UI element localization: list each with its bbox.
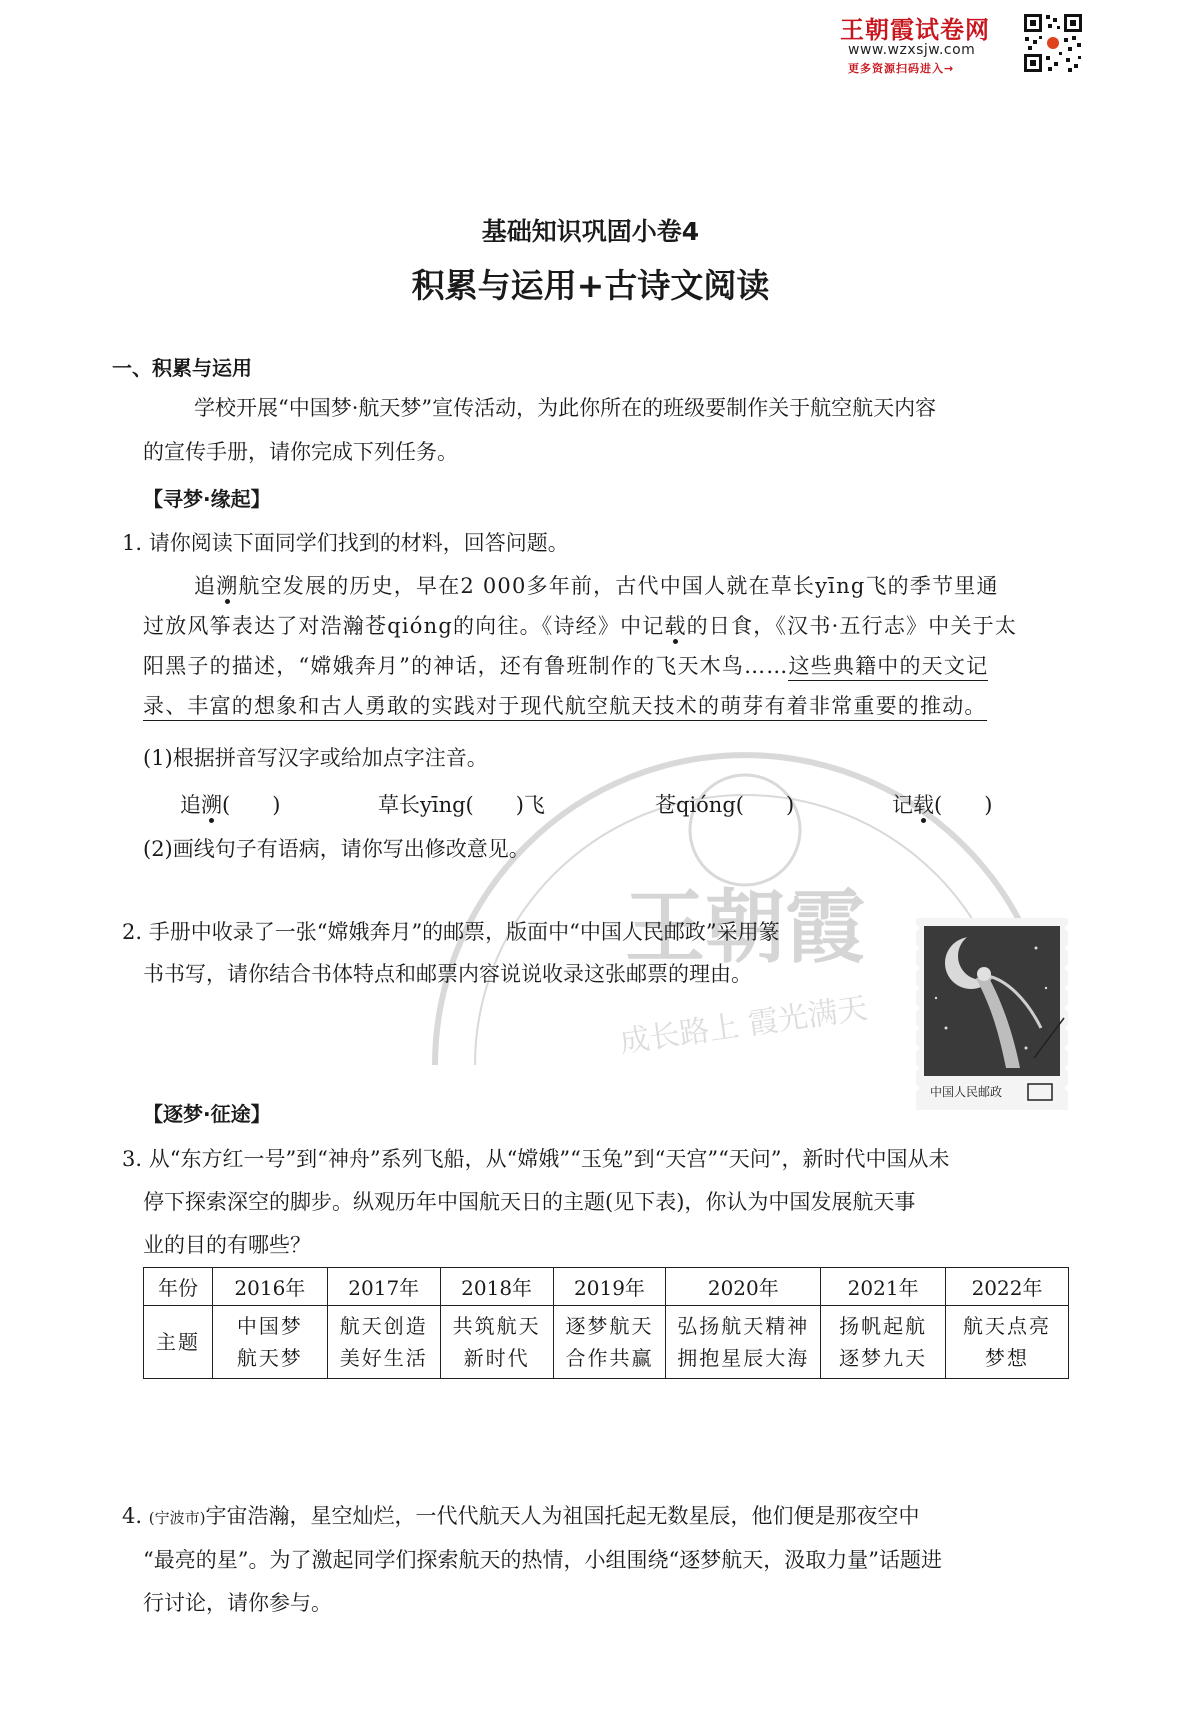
document-title: 基础知识巩固小卷4 (481, 217, 700, 246)
qr-code-icon (1022, 12, 1084, 74)
question-1-sub-1: (1)根据拼音写汉字或给加点字注音。 (143, 746, 488, 770)
site-logo-url: www.wzxsjw.com (848, 42, 976, 58)
table-row-year (144, 1268, 1069, 1306)
change-moon-stamp-image (916, 918, 1068, 1110)
table-cell-theme: 航天点亮 梦想 (946, 1306, 1069, 1379)
blank-qiong[interactable]: 苍qióng( ) (655, 793, 795, 817)
question-2-line-1: 2. 手册中收录了一张“嫦娥奔月”的邮票，版面中“中国人民邮政”采用篆 (122, 920, 780, 944)
table-cell-theme: 弘扬航天精神 拥抱星辰大海 (666, 1306, 821, 1379)
question-1-stem: 1. 请你阅读下面同学们找到的材料，回答问题。 (122, 531, 569, 555)
blank-jizai[interactable]: 记载( ) (892, 793, 993, 817)
document-subtitle: 积累与运用+古诗文阅读 (411, 266, 770, 305)
question-4-line-2: “最亮的星”。为了激起同学们探索航天的热情，小组围绕“逐梦航天，汲取力量”话题进 (143, 1548, 942, 1572)
material-line-4 (143, 686, 987, 726)
table-cell-year: 2018年 (440, 1268, 553, 1306)
stamp-caption: 中国人民邮政 (930, 1085, 1003, 1099)
question-3-line-3: 业的目的有哪些？ (143, 1233, 311, 1257)
question-1-sub-2: (2)画线句子有语病，请你写出修改意见。 (143, 837, 530, 861)
dotted-char: 载 (664, 614, 687, 638)
part-heading-zhumeng: 【逐梦·征途】 (143, 1102, 271, 1126)
dotted-char: 载 (913, 793, 934, 817)
table-cell-year: 2021年 (821, 1268, 946, 1306)
table-cell-theme: 扬帆起航 逐梦九天 (821, 1306, 946, 1379)
question-4-line-3: 行讨论，请你参与。 (143, 1591, 332, 1615)
space-day-theme-table (143, 1267, 1069, 1379)
table-cell-year: 2020年 (666, 1268, 821, 1306)
region-tag: (宁波市) (148, 1509, 206, 1527)
table-cell-theme: 逐梦航天 合作共赢 (553, 1306, 666, 1379)
table-row-theme (144, 1306, 1069, 1379)
table-cell-theme: 共筑航天 新时代 (440, 1306, 553, 1379)
material-line-2: 过放风筝表达了对浩瀚苍qióng的向往。《诗经》中记载的日食，《汉书·五行志》中关于太 (143, 614, 1018, 638)
table-header-theme: 主题 (144, 1306, 213, 1379)
table-header-year: 年份 (144, 1268, 213, 1306)
table-cell-theme: 航天创造 美好生活 (327, 1306, 440, 1379)
table-cell-year: 2016年 (212, 1268, 327, 1306)
table-cell-year: 2019年 (553, 1268, 666, 1306)
blank-zhuisu[interactable]: 追溯( ) (180, 793, 281, 817)
intro-line-2: 的宣传手册，请你完成下列任务。 (143, 440, 458, 464)
material-line-3: 阳黑子的描述，“嫦娥奔月”的神话，还有鲁班制作的飞天木鸟……这些典籍中的天文记 (143, 646, 988, 686)
underlined-sentence: 这些典籍中的天文记 (788, 654, 988, 681)
dotted-char: 溯 (216, 574, 239, 598)
site-logo-title: 王朝霞试卷网 (840, 16, 990, 44)
question-3-line-2: 停下探索深空的脚步。纵观历年中国航天日的主题(见下表)，你认为中国发展航天事 (143, 1190, 916, 1214)
table-cell-theme: 中国梦 航天梦 (212, 1306, 327, 1379)
question-4-line-1: 4. (宁波市)宇宙浩瀚，星空灿烂，一代代航天人为祖国托起无数星辰，他们便是那夜空中 (122, 1504, 920, 1528)
dotted-char: 溯 (201, 793, 222, 817)
table-cell-year: 2022年 (946, 1268, 1069, 1306)
question-2-line-2: 书书写，请你结合书体特点和邮票内容说说收录这张邮票的理由。 (143, 962, 752, 986)
part-heading-xunmeng: 【寻梦·缘起】 (143, 487, 271, 511)
blank-yingfei[interactable]: 草长yīng( )飞 (378, 793, 545, 817)
watermark-name: 王朝霞 (625, 880, 865, 974)
underlined-sentence: 录、丰富的想象和古人勇敢的实践对于现代航空航天技术的萌芽有着非常重要的推动。 (143, 694, 987, 721)
material-line-1: 追溯航空发展的历史，早在2 000多年前，古代中国人就在草长yīng飞的季节里通 (194, 574, 999, 598)
watermark-slogan: 成长路上 霞光满天 (617, 990, 870, 1061)
section-heading: 一、积累与运用 (112, 356, 252, 380)
intro-line-1: 学校开展“中国梦·航天梦”宣传活动，为此你所在的班级要制作关于航空航天内容 (194, 396, 937, 420)
question-3-line-1: 3. 从“东方红一号”到“神舟”系列飞船，从“嫦娥”“玉兔”到“天宫”“天问”，新时代中国从未 (122, 1147, 950, 1171)
table-cell-year: 2017年 (327, 1268, 440, 1306)
site-logo-scan-hint: 更多资源扫码进入→ (848, 62, 955, 75)
